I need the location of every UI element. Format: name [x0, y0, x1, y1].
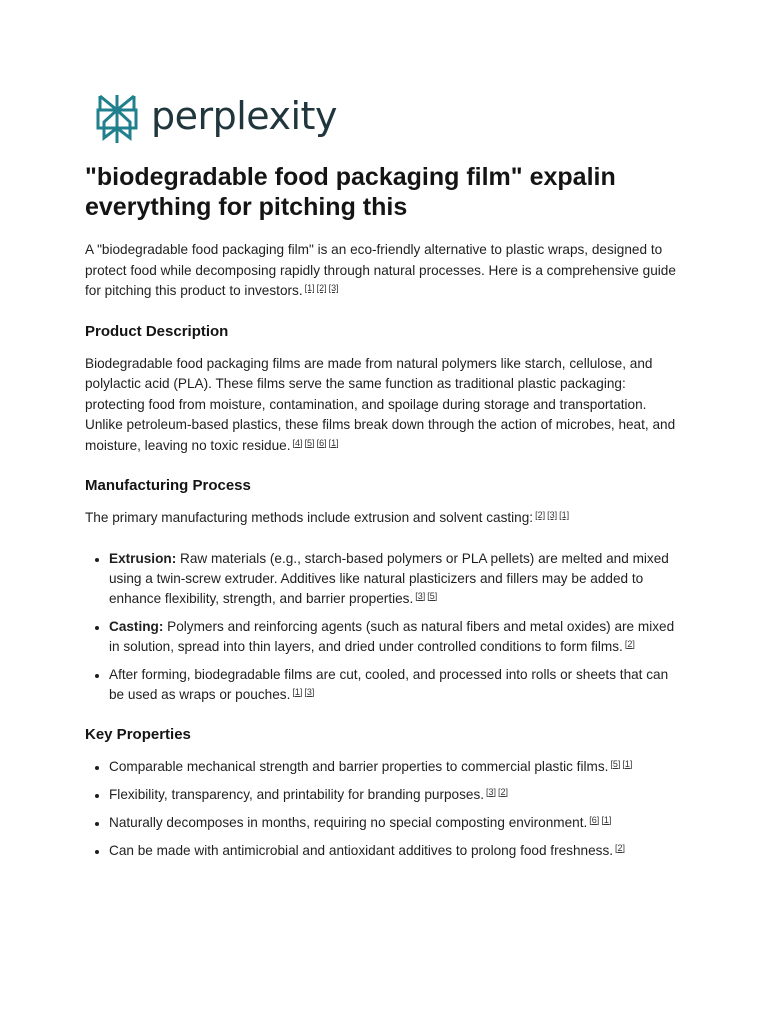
page-title: "biodegradable food packaging film" expalin everything for pitching this [85, 163, 616, 221]
list-item [109, 665, 685, 705]
list-item-text: After forming, biodegradable films are cut, cooled, and processed into rolls or sheets that can be used as wraps or pouches. [109, 666, 669, 702]
citation-link[interactable]: [5] [304, 437, 315, 448]
citation-link[interactable]: [2] [498, 786, 509, 797]
list-item-text: Polymers and reinforcing agents (such as natural fibers and metal oxides) are mixed in solution, spread into thin layers, and dried under controlled conditions to form films. [109, 618, 675, 654]
list-item-text: Can be made with antimicrobial and antioxidant additives to prolong food freshness. [109, 842, 614, 858]
citation-link[interactable]: [5] [427, 590, 438, 601]
intro-text: A "biodegradable food packaging film" is an eco-friendly alternative to plastic wraps, designed to protect food while decomposing rapidly through natural processes. Here is a comprehensive guide for pitching this product to investors. [85, 242, 676, 298]
list-item [109, 841, 685, 861]
manufacturing-paragraph [85, 508, 685, 529]
citation-link[interactable]: [3] [304, 686, 315, 697]
list-item-text: Comparable mechanical strength and barrier properties to commercial plastic films. [109, 758, 609, 774]
manufacturing-text: The primary manufacturing methods include extrusion and solvent casting: [85, 510, 534, 525]
list-item [109, 617, 685, 657]
section-heading-product: Product Description [85, 322, 229, 340]
citation-link[interactable]: [2] [316, 283, 327, 293]
citation-link[interactable]: [1] [622, 758, 633, 769]
list-item-term: Extrusion: [109, 550, 177, 566]
list-item-text: Raw materials (e.g., starch-based polymers or PLA pellets) are melted and mixed using a twin-screw extruder. Additives like natural plasticizers and fillers may be added to enhance flexibility, strength, and barrier properties. [109, 550, 669, 606]
citation-link[interactable]: [1] [601, 814, 612, 825]
section-heading-properties: Key Properties [85, 725, 191, 743]
citation-link[interactable]: [2] [535, 510, 546, 520]
citation-link[interactable]: [3] [547, 510, 558, 520]
citation-link[interactable]: [1] [559, 510, 570, 520]
citation-link[interactable]: [3] [486, 786, 497, 797]
citation-link[interactable]: [3] [415, 590, 426, 601]
list-item-term: Casting: [109, 618, 164, 634]
citation-link[interactable]: [1] [328, 437, 339, 448]
citation-link[interactable]: [2] [624, 638, 635, 649]
list-item [109, 813, 685, 833]
citation-link[interactable]: [6] [316, 437, 327, 448]
perplexity-logo [95, 93, 337, 145]
list-item [109, 549, 685, 609]
citation-link[interactable]: [2] [615, 842, 626, 853]
intro-paragraph [85, 240, 685, 302]
citation-link[interactable]: [5] [610, 758, 621, 769]
manufacturing-list [85, 549, 685, 705]
citation-link[interactable]: [4] [292, 437, 303, 448]
product-paragraph [85, 354, 685, 457]
citation-link[interactable]: [1] [304, 283, 315, 293]
list-item-text: Naturally decomposes in months, requiring no special composting environment. [109, 814, 588, 830]
citation-link[interactable]: [3] [328, 283, 339, 293]
product-text: Biodegradable food packaging films are made from natural polymers like starch, cellulose, and polylactic acid (PLA). These films serve the same function as traditional plastic packaging: protecting food from moisture, contamination, and spoilage during storage and transportation. Unlike petroleum-based plastics, these films break down through the action of microbes, heat, and moisture, leaving no toxic residue. [85, 355, 676, 453]
brand-name: perplexity [151, 94, 337, 138]
section-heading-manufacturing: Manufacturing Process [85, 477, 251, 494]
list-item [109, 757, 685, 777]
citation-link[interactable]: [1] [292, 686, 303, 697]
main-content [85, 162, 685, 881]
list-item-text: Flexibility, transparency, and printability for branding purposes. [109, 786, 485, 802]
properties-list [85, 757, 685, 861]
citation-link[interactable]: [6] [589, 814, 600, 825]
list-item [109, 785, 685, 805]
perplexity-logo-icon [95, 93, 139, 145]
